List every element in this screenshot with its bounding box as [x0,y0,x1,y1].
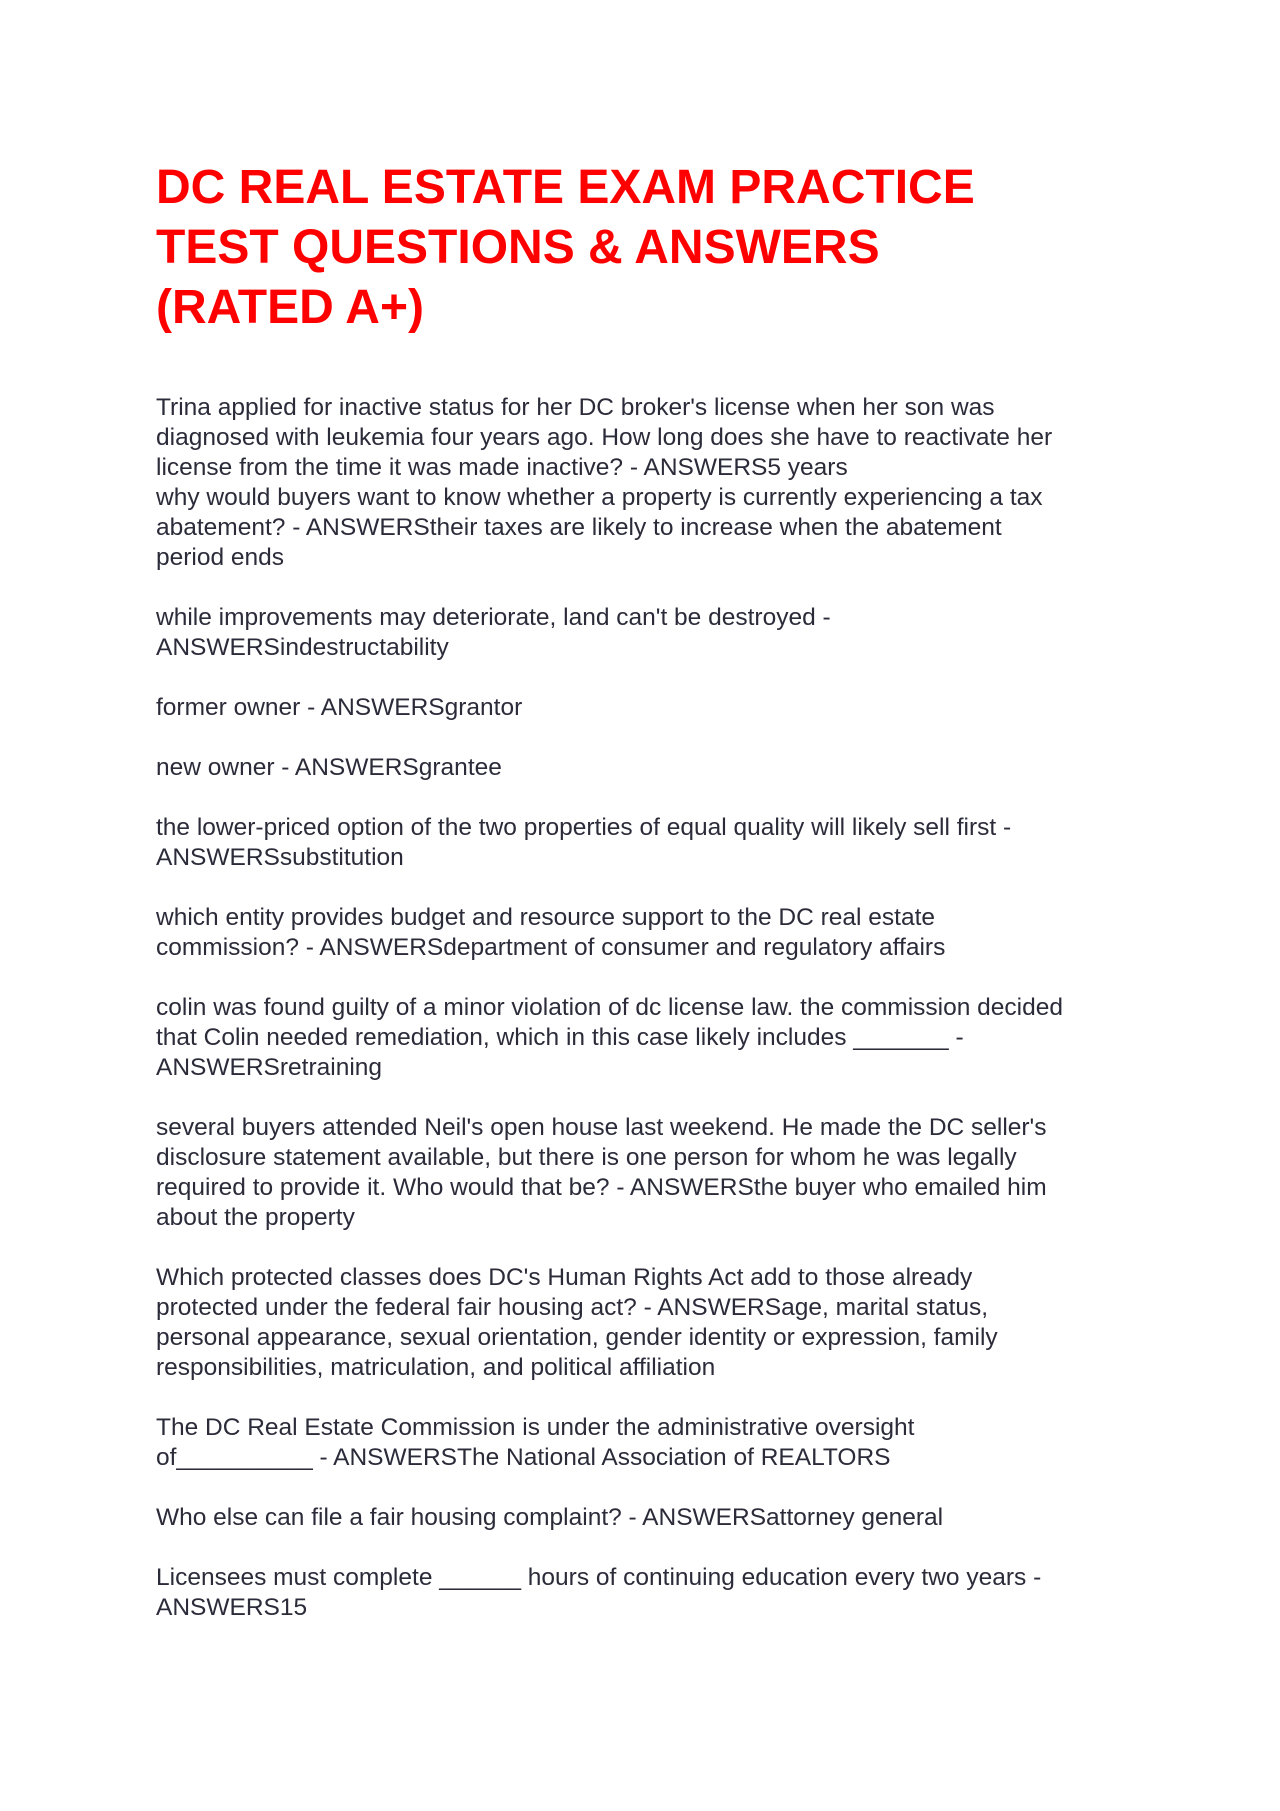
qa-item [156,1503,1136,1533]
qa-line: abatement? - ANSWERStheir taxes are likely to increase when the abatement [156,514,1002,541]
qa-line: disclosure statement available, but there is one person for whom he was legally [156,1144,1017,1171]
qa-line: period ends [156,544,285,571]
qa-line: why would buyers want to know whether a property is currently experiencing a tax [156,484,1043,511]
qa-line: several buyers attended Neil's open house last weekend. He made the DC seller's [156,1114,1047,1141]
qa-item [156,1263,1136,1383]
qa-line: Which protected classes does DC's Human Rights Act add to those already [156,1264,973,1291]
qa-item [156,603,1136,663]
qa-line: Trina applied for inactive status for her DC broker's license when her son was [156,394,995,421]
qa-item [156,693,1136,723]
title-line: DC REAL ESTATE EXAM PRACTICE [156,161,975,214]
qa-item [156,1563,1136,1623]
qa-item [156,753,1136,783]
qa-line: protected under the federal fair housing act? - ANSWERSage, marital status, [156,1294,989,1321]
qa-line: of__________ - ANSWERSThe National Association of REALTORS [156,1444,891,1471]
qa-line: diagnosed with leukemia four years ago. How long does she have to reactivate her [156,424,1053,451]
qa-line: The DC Real Estate Commission is under the administrative oversight [156,1414,915,1441]
qa-line: responsibilities, matriculation, and political affiliation [156,1354,716,1381]
qa-item [156,1413,1136,1473]
qa-item [156,903,1136,963]
qa-line: the lower-priced option of the two properties of equal quality will likely sell first - [156,814,1012,841]
qa-line: required to provide it. Who would that be? - ANSWERSthe buyer who emailed him [156,1174,1047,1201]
document-title [156,158,1136,338]
qa-item [156,993,1136,1083]
qa-list [156,393,1136,1623]
qa-line: Licensees must complete ______ hours of continuing education every two years - [156,1564,1042,1591]
qa-line: that Colin needed remediation, which in this case likely includes _______ - [156,1024,964,1051]
qa-line: ANSWERSretraining [156,1054,383,1081]
qa-item [156,1113,1136,1233]
qa-item [156,483,1136,573]
qa-line: ANSWERSsubstitution [156,844,404,871]
qa-line: former owner - ANSWERSgrantor [156,694,523,721]
qa-line: personal appearance, sexual orientation, gender identity or expression, family [156,1324,998,1351]
qa-line: which entity provides budget and resource support to the DC real estate [156,904,935,931]
qa-item [156,393,1136,483]
title-line: (RATED A+) [156,281,424,334]
document-page [156,158,1136,1653]
qa-line: while improvements may deteriorate, land can't be destroyed - [156,604,831,631]
qa-item [156,813,1136,873]
qa-line: license from the time it was made inactive? - ANSWERS5 years [156,454,848,481]
qa-line: commission? - ANSWERSdepartment of consumer and regulatory affairs [156,934,946,961]
qa-line: about the property [156,1204,355,1231]
qa-line: new owner - ANSWERSgrantee [156,754,502,781]
qa-line: ANSWERS15 [156,1594,308,1621]
qa-line: Who else can file a fair housing complaint? - ANSWERSattorney general [156,1504,944,1531]
title-line: TEST QUESTIONS & ANSWERS [156,221,880,274]
qa-line: ANSWERSindestructability [156,634,449,661]
qa-line: colin was found guilty of a minor violation of dc license law. the commission decided [156,994,1063,1021]
